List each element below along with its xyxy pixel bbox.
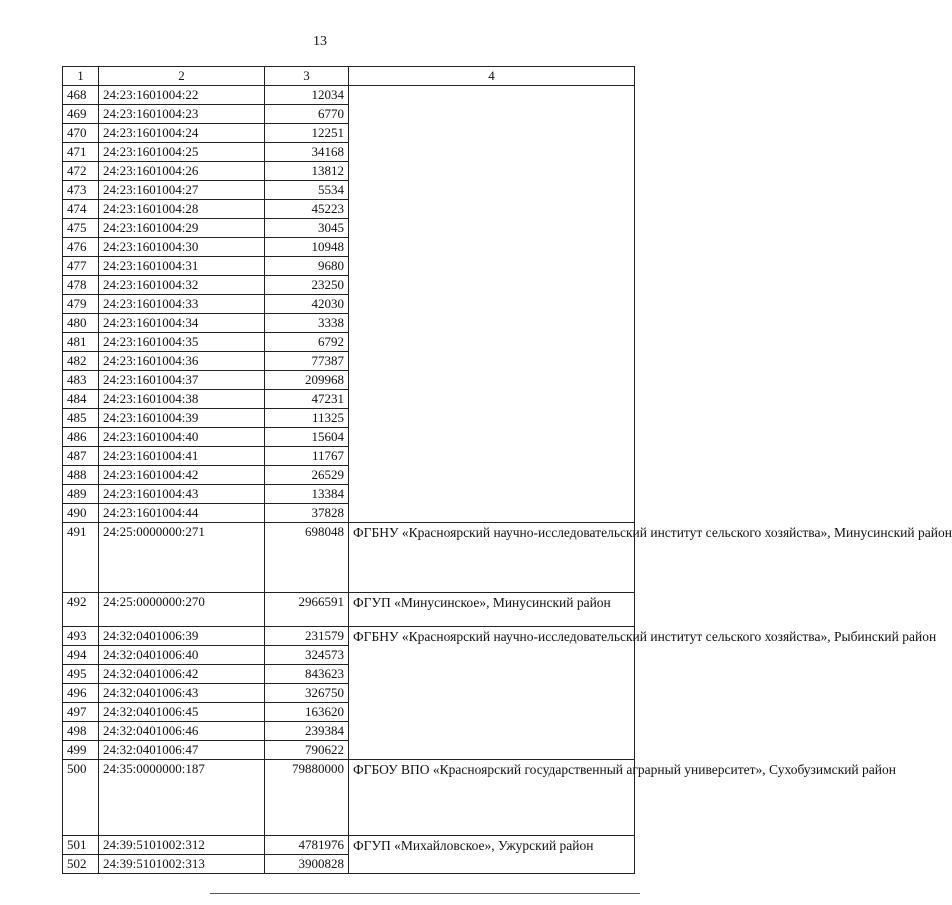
cadastral-number: 24:32:0401006:43 (99, 684, 265, 703)
row-number: 475 (63, 219, 99, 238)
row-number: 492 (63, 593, 99, 627)
cadastral-number: 24:25:0000000:270 (99, 593, 265, 627)
row-number: 483 (63, 371, 99, 390)
area-value: 15604 (265, 428, 349, 447)
cadastral-number: 24:32:0401006:47 (99, 741, 265, 760)
header-col-4: 4 (349, 67, 635, 86)
area-value: 843623 (265, 665, 349, 684)
row-number: 489 (63, 485, 99, 504)
cadastral-number: 24:23:1601004:30 (99, 238, 265, 257)
row-number: 481 (63, 333, 99, 352)
area-value: 326750 (265, 684, 349, 703)
owner-cell: ФГБНУ «Красноярский научно-исследовательский институт сельского хозяйства», Минусинский район (349, 523, 635, 593)
cadastral-number: 24:23:1601004:42 (99, 466, 265, 485)
area-value: 47231 (265, 390, 349, 409)
cadastral-number: 24:23:1601004:38 (99, 390, 265, 409)
cadastral-number: 24:23:1601004:33 (99, 295, 265, 314)
owner-cell (349, 86, 635, 523)
area-value: 790622 (265, 741, 349, 760)
owner-cell: ФГБНУ «Красноярский научно-исследовательский институт сельского хозяйства», Рыбинский район (349, 627, 635, 760)
area-value: 6770 (265, 105, 349, 124)
area-value: 698048 (265, 523, 349, 593)
cadastral-number: 24:23:1601004:24 (99, 124, 265, 143)
cadastral-number: 24:39:5101002:312 (99, 836, 265, 855)
cadastral-number: 24:25:0000000:271 (99, 523, 265, 593)
table-row (63, 627, 635, 646)
cadastral-number: 24:32:0401006:42 (99, 665, 265, 684)
row-number: 468 (63, 86, 99, 105)
cadastral-number: 24:23:1601004:37 (99, 371, 265, 390)
area-value: 42030 (265, 295, 349, 314)
table-header-row (63, 67, 635, 86)
cadastral-number: 24:32:0401006:46 (99, 722, 265, 741)
area-value: 13384 (265, 485, 349, 504)
table-row (63, 86, 635, 105)
row-number: 477 (63, 257, 99, 276)
header-col-3: 3 (265, 67, 349, 86)
owner-cell: ФГУП «Михайловское», Ужурский район (349, 836, 635, 874)
row-number: 470 (63, 124, 99, 143)
area-value: 6792 (265, 333, 349, 352)
header-col-1: 1 (63, 67, 99, 86)
area-value: 239384 (265, 722, 349, 741)
area-value: 11325 (265, 409, 349, 428)
row-number: 479 (63, 295, 99, 314)
area-value: 9680 (265, 257, 349, 276)
area-value: 5534 (265, 181, 349, 200)
row-number: 502 (63, 855, 99, 874)
row-number: 485 (63, 409, 99, 428)
cadastral-number: 24:23:1601004:36 (99, 352, 265, 371)
cadastral-number: 24:23:1601004:43 (99, 485, 265, 504)
row-number: 471 (63, 143, 99, 162)
owner-cell: ФГУП «Минусинское», Минусинский район (349, 593, 635, 627)
row-number: 490 (63, 504, 99, 523)
area-value: 11767 (265, 447, 349, 466)
row-number: 488 (63, 466, 99, 485)
cadastral-number: 24:23:1601004:27 (99, 181, 265, 200)
header-col-2: 2 (99, 67, 265, 86)
row-number: 469 (63, 105, 99, 124)
cadastral-number: 24:23:1601004:29 (99, 219, 265, 238)
cadastral-number: 24:32:0401006:45 (99, 703, 265, 722)
row-number: 473 (63, 181, 99, 200)
row-number: 474 (63, 200, 99, 219)
area-value: 231579 (265, 627, 349, 646)
area-value: 26529 (265, 466, 349, 485)
page-bottom-rule (210, 893, 640, 894)
area-value: 23250 (265, 276, 349, 295)
row-number: 500 (63, 760, 99, 836)
owner-cell: ФГБОУ ВПО «Красноярский государственный аграрный университет», Сухобузимский район (349, 760, 635, 836)
row-number: 496 (63, 684, 99, 703)
row-number: 478 (63, 276, 99, 295)
cadastral-number: 24:23:1601004:41 (99, 447, 265, 466)
row-number: 491 (63, 523, 99, 593)
cadastral-number: 24:32:0401006:39 (99, 627, 265, 646)
cadastral-number: 24:23:1601004:35 (99, 333, 265, 352)
row-number: 487 (63, 447, 99, 466)
cadastral-number: 24:23:1601004:40 (99, 428, 265, 447)
row-number: 493 (63, 627, 99, 646)
area-value: 13812 (265, 162, 349, 181)
area-value: 324573 (265, 646, 349, 665)
area-value: 77387 (265, 352, 349, 371)
table-row (63, 593, 635, 627)
area-value: 3338 (265, 314, 349, 333)
table-row (63, 836, 635, 855)
area-value: 45223 (265, 200, 349, 219)
row-number: 497 (63, 703, 99, 722)
cadastral-number: 24:23:1601004:23 (99, 105, 265, 124)
row-number: 480 (63, 314, 99, 333)
area-value: 79880000 (265, 760, 349, 836)
page-number: 13 (313, 34, 327, 49)
area-value: 10948 (265, 238, 349, 257)
row-number: 498 (63, 722, 99, 741)
table-row (63, 760, 635, 836)
row-number: 501 (63, 836, 99, 855)
area-value: 12034 (265, 86, 349, 105)
cadastral-number: 24:23:1601004:25 (99, 143, 265, 162)
cadastral-number: 24:23:1601004:31 (99, 257, 265, 276)
table-row (63, 523, 635, 593)
row-number: 476 (63, 238, 99, 257)
table-body (63, 86, 952, 874)
row-number: 472 (63, 162, 99, 181)
row-number: 494 (63, 646, 99, 665)
row-number: 486 (63, 428, 99, 447)
area-value: 12251 (265, 124, 349, 143)
cadastral-number: 24:23:1601004:39 (99, 409, 265, 428)
area-value: 37828 (265, 504, 349, 523)
area-value: 34168 (265, 143, 349, 162)
cadastral-number: 24:23:1601004:28 (99, 200, 265, 219)
cadastral-number: 24:23:1601004:34 (99, 314, 265, 333)
cadastral-number: 24:23:1601004:32 (99, 276, 265, 295)
cadastral-number: 24:39:5101002:313 (99, 855, 265, 874)
row-number: 495 (63, 665, 99, 684)
row-number: 482 (63, 352, 99, 371)
cadastral-number: 24:23:1601004:26 (99, 162, 265, 181)
area-value: 3900828 (265, 855, 349, 874)
area-value: 209968 (265, 371, 349, 390)
area-value: 163620 (265, 703, 349, 722)
row-number: 499 (63, 741, 99, 760)
cadastral-number: 24:32:0401006:40 (99, 646, 265, 665)
row-number: 484 (63, 390, 99, 409)
cadastral-number: 24:35:0000000:187 (99, 760, 265, 836)
cadastral-number: 24:23:1601004:44 (99, 504, 265, 523)
cadastral-number: 24:23:1601004:22 (99, 86, 265, 105)
land-plots-table (62, 66, 952, 874)
area-value: 2966591 (265, 593, 349, 627)
area-value: 3045 (265, 219, 349, 238)
area-value: 4781976 (265, 836, 349, 855)
